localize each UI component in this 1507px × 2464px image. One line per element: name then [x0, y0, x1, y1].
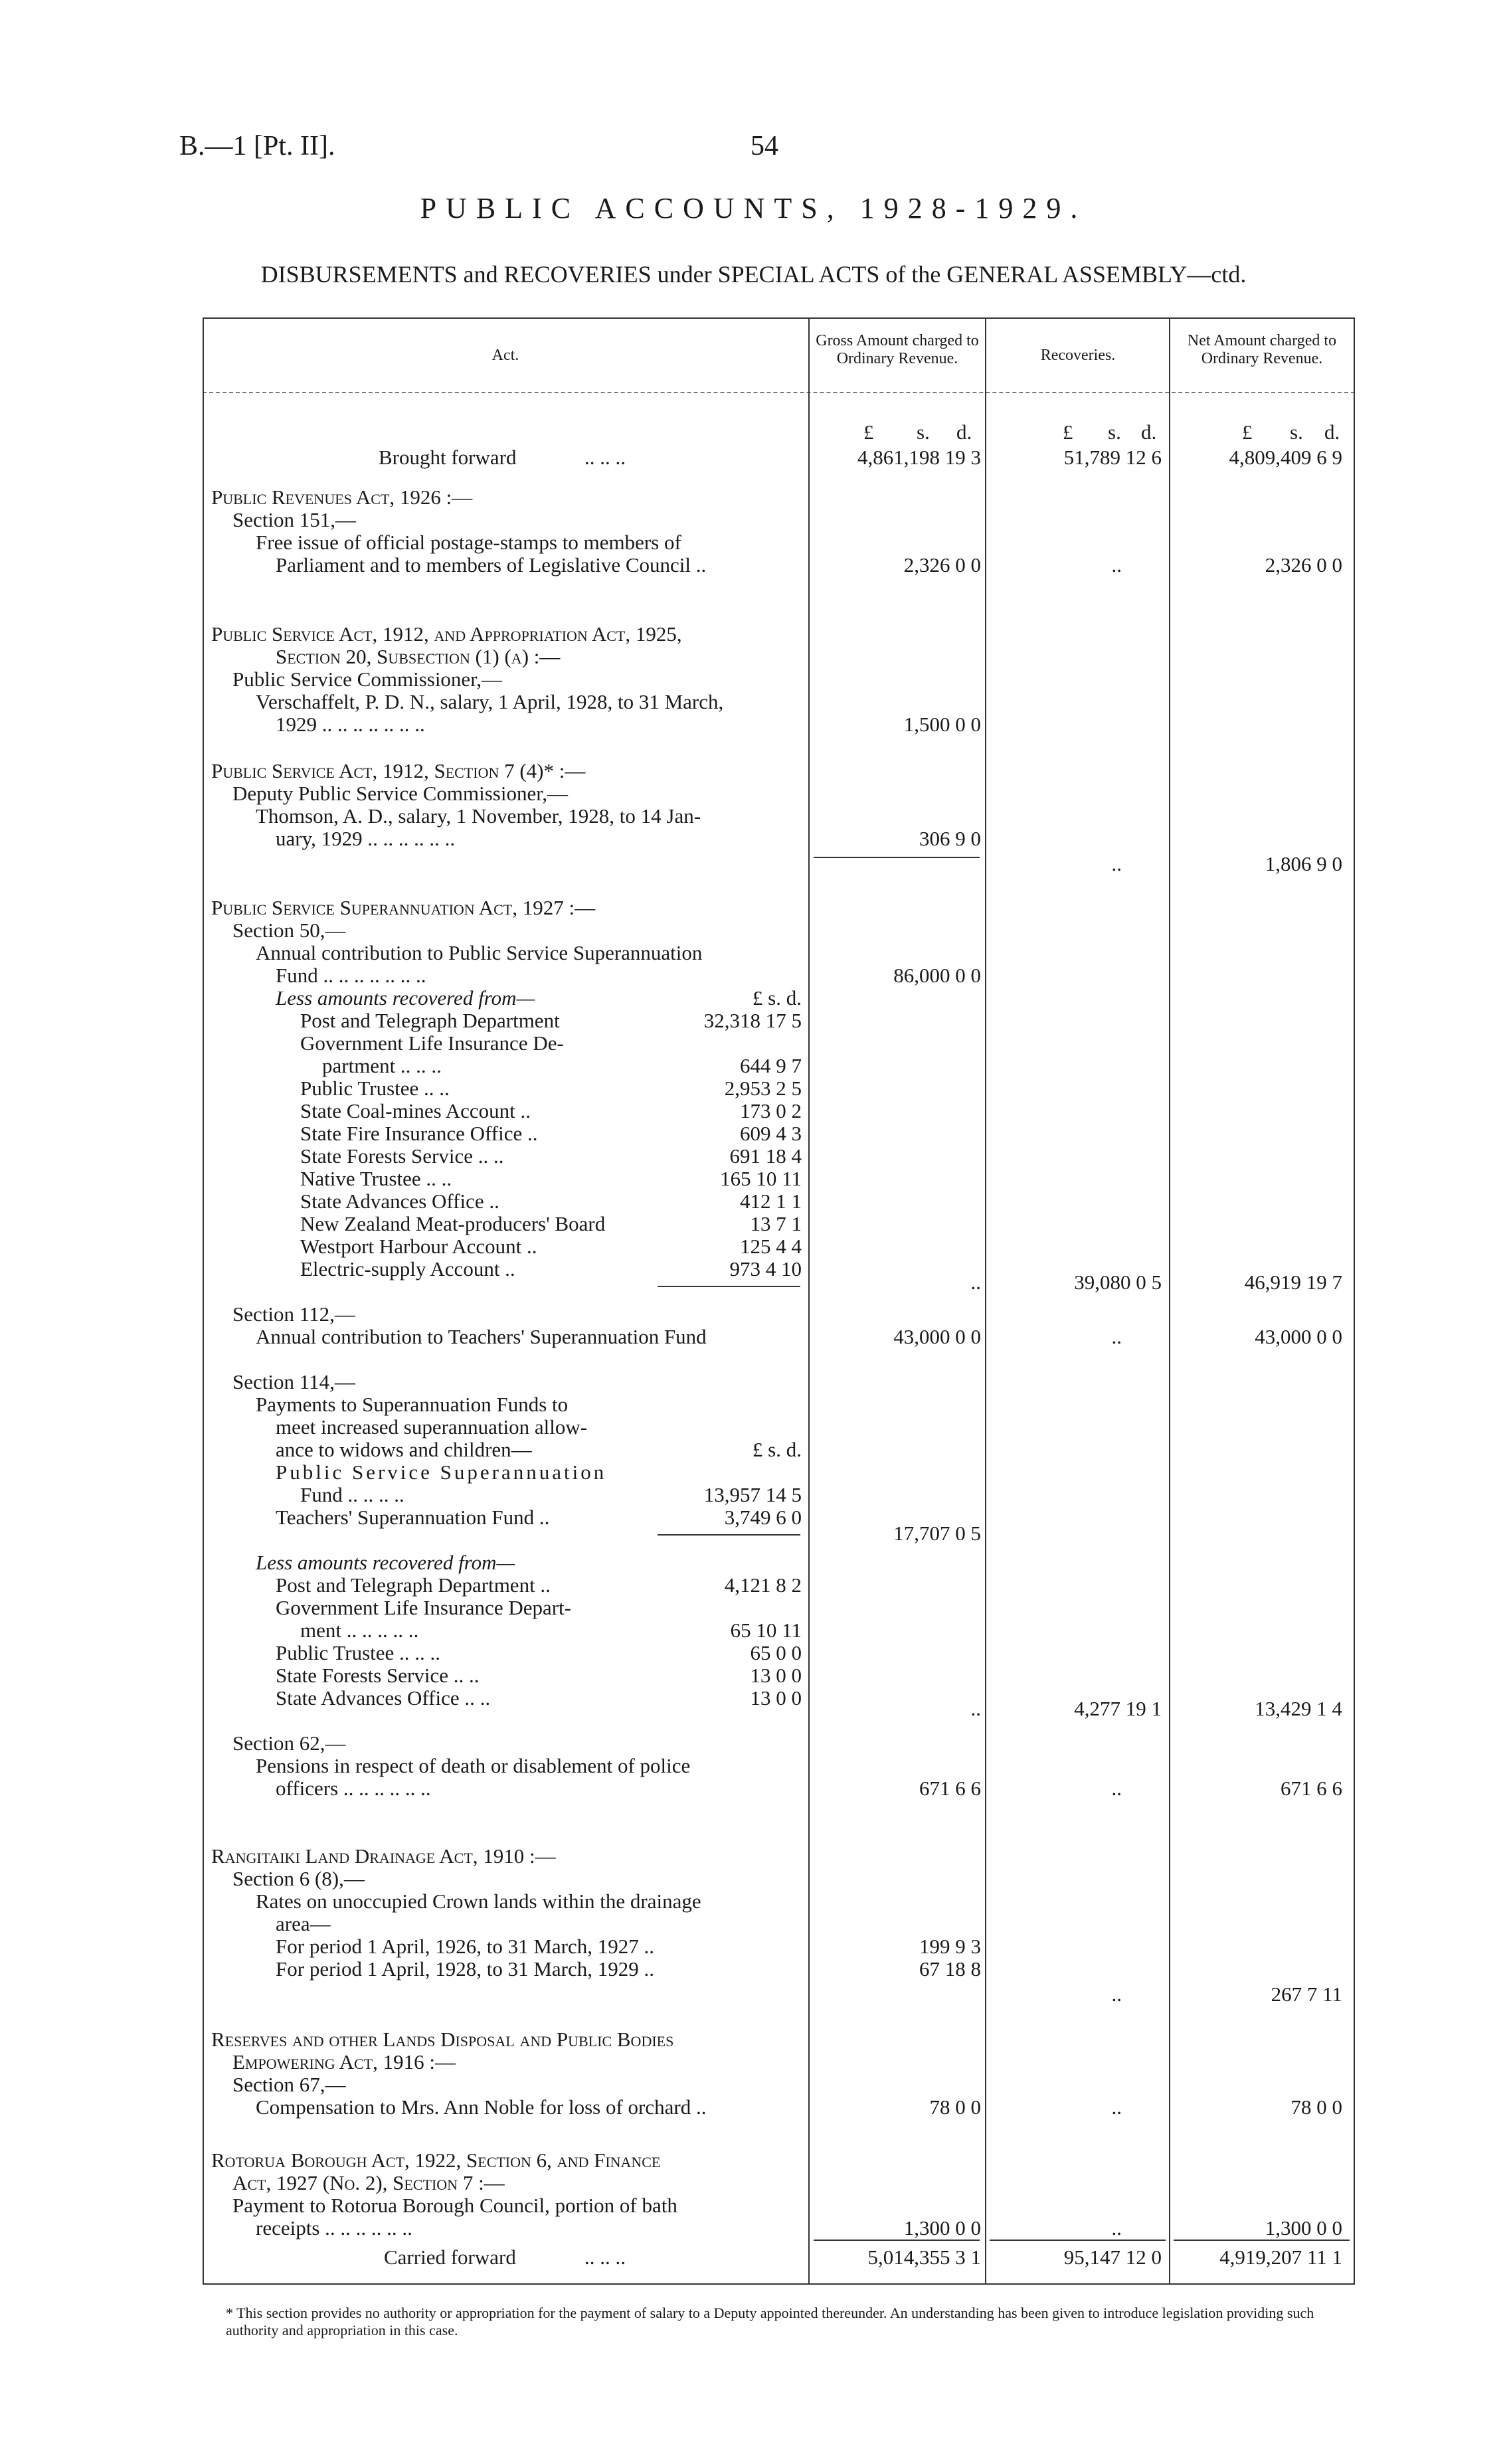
- section-114-item-3: Teachers' Superannuation Fund ..: [276, 1506, 550, 1529]
- rangitaiki-gross-1: 199 9 3: [919, 1935, 981, 1958]
- public-revenues-recoveries: ..: [1111, 553, 1122, 576]
- verschaffelt-line-2: 1929 .. .. .. .. .. .. ..: [276, 713, 425, 736]
- list-item-amount: 412 1 1: [740, 1189, 802, 1213]
- list-item-amount: 165 10 11: [720, 1167, 802, 1190]
- section-114-recoveries: 4,277 19 1: [1074, 1697, 1162, 1720]
- rotorua-recoveries: ..: [1111, 2216, 1122, 2240]
- list-item-amount: 644 9 7: [740, 1054, 802, 1077]
- rangitaiki-period-2: For period 1 April, 1928, to 31 March, 1929 ..: [276, 1957, 655, 1980]
- public-revenues-net: 2,326 0 0: [1265, 553, 1342, 576]
- list-item-amount: 13 0 0: [750, 1686, 802, 1710]
- section-50-less-label: Less amounts recovered from—: [276, 986, 535, 1010]
- list-item: ment .. .. .. .. ..: [300, 1619, 419, 1642]
- footnote: * This section provides no authority or appropriation for the payment of salary to a Deputy appointed thereunder. An understanding has been given to introduce legislation providing such authority and appropriation in this case.: [226, 2305, 1314, 2338]
- superannuation-act-heading: Public Service Superannuation Act, 1927 :—: [211, 896, 596, 919]
- column-header-net: Net Amount charged to Ordinary Revenue.: [1187, 332, 1337, 367]
- section-50-gross-after: ..: [970, 1271, 981, 1294]
- section-114: Section 114,—: [232, 1370, 355, 1393]
- list-item-amount: 973 4 10: [729, 1257, 802, 1280]
- recoveries-column-rule: [985, 317, 986, 2283]
- list-item: State Coal-mines Account ..: [300, 1099, 531, 1122]
- list-item: partment .. .. ..: [322, 1054, 442, 1077]
- list-item: Native Trustee .. ..: [300, 1167, 452, 1190]
- rotorua-gross: 1,300 0 0: [903, 2216, 981, 2240]
- section-114-gross-after: ..: [970, 1697, 981, 1720]
- rotorua-line-1: Payment to Rotorua Borough Council, portion of bath: [232, 2194, 677, 2217]
- list-item-amount: 65 0 0: [750, 1641, 802, 1664]
- carried-forward-recoveries: 95,147 12 0: [1063, 2245, 1162, 2269]
- list-item: New Zealand Meat-producers' Board: [300, 1212, 606, 1235]
- rangitaiki-act-heading: Rangitaiki Land Drainage Act, 1910 :—: [211, 1844, 556, 1868]
- brought-forward-label: Brought forward: [379, 446, 517, 469]
- section-114-net: 13,429 1 4: [1255, 1697, 1342, 1720]
- net-column-rule: [1169, 317, 1170, 2283]
- list-item: Government Life Insurance De-: [300, 1031, 564, 1055]
- rangitaiki-gross-2: 67 18 8: [919, 1957, 981, 1980]
- list-item-amount: 609 4 3: [740, 1122, 802, 1145]
- reserves-act-heading-1: Reserves and other Lands Disposal and Public Bodies: [211, 2028, 674, 2051]
- net-pound-head: £: [1242, 420, 1253, 444]
- carried-forward-label: Carried forward: [384, 2245, 516, 2269]
- list-item-amount: 32,318 17 5: [703, 1009, 802, 1032]
- table-right-rule: [1354, 317, 1355, 2283]
- section-50-line-2: Fund .. .. .. .. .. .. ..: [276, 964, 426, 987]
- section-114-line-1: Payments to Superannuation Funds to: [256, 1393, 569, 1416]
- section-62: Section 62,—: [232, 1731, 346, 1755]
- net-total-rule: [1174, 2240, 1350, 2241]
- thomson-line-2: uary, 1929 .. .. .. .. .. ..: [276, 827, 456, 850]
- section-114-less-label: Less amounts recovered from—: [256, 1551, 515, 1574]
- public-revenues-line-2: Parliament and to members of Legislative Council ..: [276, 553, 707, 576]
- commissioner-line: Public Service Commissioner,—: [232, 667, 503, 691]
- carried-forward-dots: .. .. ..: [584, 2245, 626, 2269]
- section-112-recoveries: ..: [1111, 1325, 1122, 1348]
- section-62-recoveries: ..: [1111, 1777, 1122, 1800]
- section-112-line: Annual contribution to Teachers' Superannuation Fund: [256, 1325, 707, 1348]
- section-62-line-1: Pensions in respect of death or disablement of police: [256, 1754, 691, 1777]
- thomson-subtotal-rule: [814, 857, 980, 858]
- section-50-subtotal-rule: [658, 1286, 800, 1287]
- rangitaiki-recoveries: ..: [1111, 1982, 1122, 2006]
- page-title: PUBLIC ACCOUNTS, 1928-1929.: [420, 192, 1087, 224]
- list-item: Westport Harbour Account ..: [300, 1235, 537, 1258]
- carried-forward-net: 4,919,207 11 1: [1219, 2245, 1342, 2269]
- table-top-rule: [203, 317, 1355, 319]
- section-114-header: £ s. d.: [752, 1438, 802, 1461]
- rangitaiki-net: 267 7 11: [1271, 1982, 1342, 2006]
- rotorua-act-heading-1: Rotorua Borough Act, 1922, Section 6, and Finance: [211, 2149, 661, 2172]
- column-header-recoveries: Recoveries.: [1040, 347, 1116, 364]
- rangitaiki-line-1: Rates on unoccupied Crown lands within the drainage: [256, 1890, 701, 1913]
- section-112-gross: 43,000 0 0: [893, 1325, 981, 1348]
- document-reference: B.—1 [Pt. II].: [179, 131, 335, 161]
- reserves-act-heading-2: Empowering Act, 1916 :—: [232, 2050, 456, 2073]
- public-revenues-line-1: Free issue of official postage-stamps to members of: [256, 531, 681, 554]
- list-item-amount: 13 0 0: [750, 1664, 802, 1687]
- list-item: State Forests Service .. ..: [276, 1664, 480, 1687]
- reserves-net: 78 0 0: [1290, 2095, 1342, 2119]
- list-item-amount: 2,953 2 5: [724, 1077, 802, 1100]
- page-number: 54: [751, 131, 778, 161]
- rotorua-act-heading-2: Act, 1927 (No. 2), Section 7 :—: [232, 2171, 505, 2194]
- section-114-subtotal-rule: [658, 1534, 800, 1536]
- list-item-amount: 65 10 11: [730, 1619, 802, 1642]
- section-114-item-2-amount: 13,957 14 5: [703, 1483, 802, 1506]
- section-50-gross: 86,000 0 0: [893, 964, 981, 987]
- section-50-line-1: Annual contribution to Public Service Superannuation: [256, 941, 703, 964]
- verschaffelt-gross: 1,500 0 0: [903, 713, 981, 736]
- reserves-line: Compensation to Mrs. Ann Noble for loss of orchard ..: [256, 2095, 707, 2119]
- list-item-amount: 4,121 8 2: [724, 1573, 802, 1597]
- section-50-net: 46,919 19 7: [1244, 1271, 1342, 1294]
- list-item-amount: 691 18 4: [729, 1144, 802, 1168]
- section-112: Section 112,—: [232, 1302, 355, 1326]
- page-subtitle: DISBURSEMENTS and RECOVERIES under SPECIAL ACTS of the GENERAL ASSEMBLY—ctd.: [260, 261, 1247, 288]
- section-114-item-1: Public Service Superannuation: [276, 1460, 607, 1484]
- section-114-item-2: Fund .. .. .. ..: [300, 1483, 404, 1506]
- public-service-net: 1,806 9 0: [1265, 852, 1342, 875]
- list-item: State Advances Office .. ..: [276, 1686, 491, 1710]
- section-62-gross: 671 6 6: [919, 1777, 981, 1800]
- list-item: Electric-supply Account ..: [300, 1257, 515, 1280]
- section-114-item-3-amount: 3,749 6 0: [724, 1506, 802, 1529]
- net-d-head: d.: [1324, 420, 1340, 444]
- section-112-net: 43,000 0 0: [1255, 1325, 1342, 1348]
- table-left-rule: [203, 317, 204, 2283]
- list-item-amount: 13 7 1: [750, 1212, 802, 1235]
- rec-pound-head: £: [1063, 420, 1073, 444]
- column-header-act: Act.: [491, 347, 519, 364]
- rotorua-line-2: receipts .. .. .. .. .. ..: [256, 2216, 412, 2240]
- list-item: Public Trustee .. ..: [300, 1077, 450, 1100]
- section-50-less-header: £ s. d.: [752, 986, 802, 1010]
- thomson-recoveries: ..: [1111, 852, 1122, 875]
- gross-pound-head: £: [863, 420, 874, 444]
- section-50-recoveries: 39,080 0 5: [1074, 1271, 1162, 1294]
- section-62-net: 671 6 6: [1281, 1777, 1342, 1800]
- rangitaiki-section: Section 6 (8),—: [232, 1867, 365, 1890]
- gross-d-head: d.: [956, 420, 972, 444]
- list-item: State Forests Service .. ..: [300, 1144, 504, 1168]
- thomson-gross: 306 9 0: [919, 827, 981, 850]
- gross-total-rule: [814, 2240, 980, 2241]
- rec-d-head: d.: [1141, 420, 1157, 444]
- public-service-appropriation-heading-2: Section 20, Subsection (1) (a) :—: [276, 645, 561, 668]
- public-revenues-act-heading: Public Revenues Act, 1926 :—: [211, 485, 473, 509]
- list-item: State Fire Insurance Office ..: [300, 1122, 538, 1145]
- verschaffelt-line-1: Verschaffelt, P. D. N., salary, 1 April, 1928, to 31 March,: [256, 690, 724, 713]
- list-item: State Advances Office ..: [300, 1189, 499, 1213]
- gross-s-head: s.: [917, 420, 930, 444]
- header-rule: [203, 392, 1355, 393]
- reserves-gross: 78 0 0: [929, 2095, 981, 2119]
- section-114-gross: 17,707 0 5: [893, 1522, 981, 1545]
- gross-column-rule: [808, 317, 810, 2283]
- brought-forward-net: 4,809,409 6 9: [1229, 446, 1342, 469]
- list-item: Post and Telegraph Department ..: [276, 1573, 551, 1597]
- section-62-line-2: officers .. .. .. .. .. ..: [276, 1777, 431, 1800]
- public-revenues-gross: 2,326 0 0: [903, 553, 981, 576]
- table-bottom-rule: [203, 2283, 1355, 2285]
- section-114-line-2: meet increased superannuation allow-: [276, 1415, 588, 1439]
- carried-forward-gross: 5,014,355 3 1: [867, 2245, 981, 2269]
- rotorua-net: 1,300 0 0: [1265, 2216, 1342, 2240]
- public-service-appropriation-heading-1: Public Service Act, 1912, and Appropriation Act, 1925,: [211, 622, 682, 646]
- rangitaiki-line-2: area—: [276, 1912, 331, 1935]
- public-revenues-section: Section 151,—: [232, 508, 356, 531]
- rec-s-head: s.: [1108, 420, 1121, 444]
- deputy-commissioner-line: Deputy Public Service Commissioner,—: [232, 782, 569, 805]
- list-item: Public Trustee .. .. ..: [276, 1641, 441, 1664]
- rangitaiki-period-1: For period 1 April, 1926, to 31 March, 1927 ..: [276, 1935, 655, 1958]
- reserves-recoveries: ..: [1111, 2095, 1122, 2119]
- recoveries-total-rule: [990, 2240, 1166, 2241]
- list-item: Post and Telegraph Department: [300, 1009, 560, 1032]
- list-item-amount: 125 4 4: [740, 1235, 802, 1258]
- reserves-section: Section 67,—: [232, 2073, 346, 2096]
- list-item: Government Life Insurance Depart-: [276, 1596, 571, 1619]
- thomson-line-1: Thomson, A. D., salary, 1 November, 1928, to 14 Jan-: [256, 804, 701, 828]
- brought-forward-gross: 4,861,198 19 3: [857, 446, 981, 469]
- list-item-amount: 173 0 2: [740, 1099, 802, 1122]
- section-114-line-3: ance to widows and children—: [276, 1438, 532, 1461]
- column-header-gross: Gross Amount charged to Ordinary Revenue.: [816, 332, 979, 367]
- brought-forward-dots: .. .. ..: [584, 446, 626, 469]
- brought-forward-recoveries: 51,789 12 6: [1063, 446, 1162, 469]
- net-s-head: s.: [1290, 420, 1303, 444]
- section-50: Section 50,—: [232, 919, 346, 942]
- public-service-section7-heading: Public Service Act, 1912, Section 7 (4)* :—: [211, 759, 586, 782]
